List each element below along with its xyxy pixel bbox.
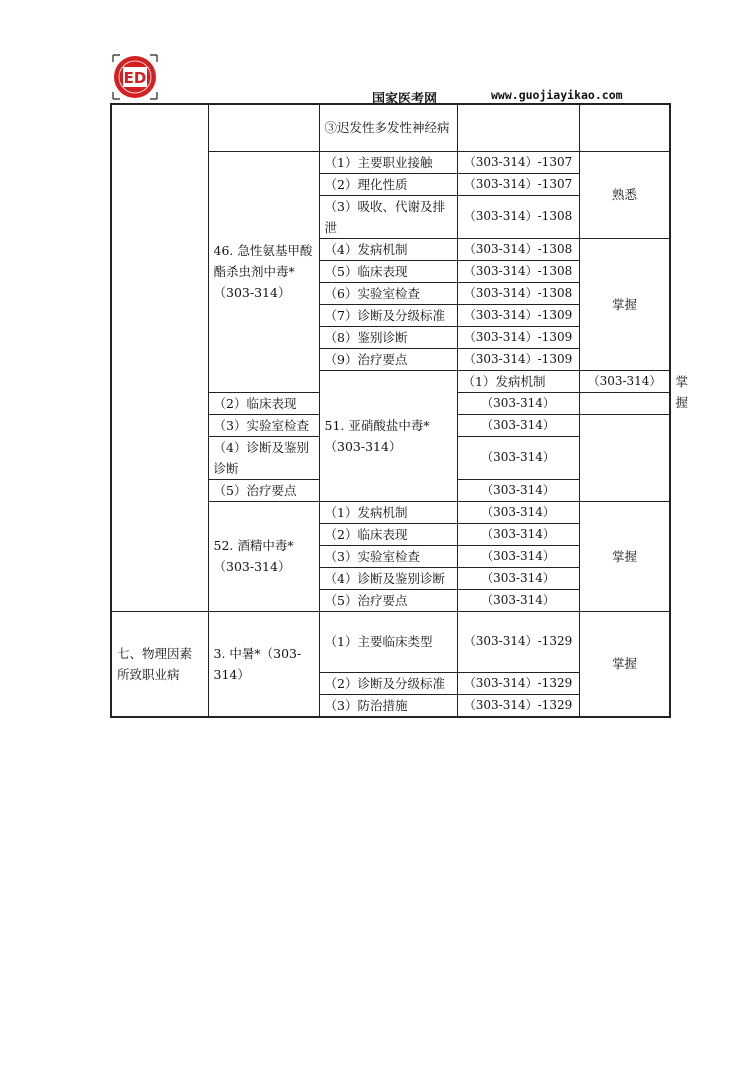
item-cell: （3）防治措施 — [319, 694, 457, 717]
item-cell: （2）临床表现 — [208, 392, 319, 414]
ref-cell: （303-314）-1307 — [457, 151, 579, 173]
ref-cell: （303-314） — [457, 589, 579, 611]
item-cell: （2）理化性质 — [319, 173, 457, 195]
item-cell: （7）诊断及分级标准 — [319, 304, 457, 326]
item-cell: （1）主要职业接触 — [319, 151, 457, 173]
ref-cell: （303-314）-1308 — [457, 282, 579, 304]
item-cell: （3）吸收、代谢及排泄 — [319, 195, 457, 238]
ref-cell: （303-314）-1307 — [457, 173, 579, 195]
level-cell: 熟悉 — [579, 151, 670, 238]
ref-cell: （303-314）-1329 — [457, 694, 579, 717]
item-cell: （9）治疗要点 — [319, 348, 457, 370]
level-cell — [579, 104, 670, 151]
logo-text: ED — [123, 69, 147, 87]
ref-cell: （303-314）-1329 — [457, 672, 579, 694]
site-name: 国家医考网 — [372, 92, 438, 107]
unit-cell — [111, 104, 208, 611]
item-cell: （4）发病机制 — [319, 238, 457, 260]
ref-cell: （303-314） — [457, 501, 579, 523]
ref-cell: （303-314）-1309 — [457, 304, 579, 326]
item-cell: （5）治疗要点 — [319, 589, 457, 611]
ref-cell: （303-314）-1308 — [457, 260, 579, 282]
level-cell — [579, 414, 670, 501]
level-cell: 掌握 — [579, 501, 670, 611]
table-row — [111, 611, 670, 672]
ref-cell: （303-314） — [457, 414, 579, 436]
ref-cell: （303-314） — [457, 479, 579, 501]
item-cell: （1）发病机制 — [319, 501, 457, 523]
item-cell: （3）实验室检查 — [208, 414, 319, 436]
item-cell: （8）鉴别诊断 — [319, 326, 457, 348]
topic-cell — [208, 104, 319, 151]
item-cell: （2）临床表现 — [319, 523, 457, 545]
level-cell: 掌握 — [579, 238, 670, 370]
level-cell: 掌握 — [579, 611, 670, 717]
topic-52: 52. 酒精中毒*（303-314） — [208, 501, 319, 611]
item-cell: （6）实验室检查 — [319, 282, 457, 304]
table-row — [111, 104, 670, 151]
ref-cell: （303-314）-1309 — [457, 326, 579, 348]
ref-cell: （303-314） — [457, 523, 579, 545]
item-cell: （5）治疗要点 — [208, 479, 319, 501]
ref-cell: （303-314） — [457, 567, 579, 589]
ref-cell: （303-314） — [457, 392, 579, 414]
ref-cell: （303-314） — [457, 436, 579, 479]
unit-7: 七、物理因素所致职业病 — [111, 611, 208, 717]
ref-cell — [457, 104, 579, 151]
syllabus-table — [110, 103, 689, 718]
topic-51: 51. 亚硝酸盐中毒*（303-314） — [319, 370, 457, 501]
site-url[interactable]: www.guojiayikao.com — [491, 88, 623, 102]
item-cell: （2）诊断及分级标准 — [319, 672, 457, 694]
item-cell: （1）发病机制 — [457, 370, 579, 392]
item-cell: （1）主要临床类型 — [319, 611, 457, 672]
ref-cell: （303-314） — [457, 545, 579, 567]
item-cell: ③迟发性多发性神经病 — [319, 104, 457, 151]
topic-46: 46. 急性氨基甲酸酯杀虫剂中毒*（303-314） — [208, 151, 319, 392]
item-cell: （4）诊断及鉴别诊断 — [319, 567, 457, 589]
ref-cell: （303-314）-1329 — [457, 611, 579, 672]
topic-3: 3. 中暑*（303-314） — [208, 611, 319, 717]
site-logo-icon — [110, 52, 160, 102]
table-row: 51. 亚硝酸盐中毒*（303-314） （1）发病机制 （303-314） 掌握 — [111, 370, 670, 392]
ref-cell: （303-314）-1308 — [457, 238, 579, 260]
item-cell: （4）诊断及鉴别诊断 — [208, 436, 319, 479]
item-cell: （3）实验室检查 — [319, 545, 457, 567]
ref-cell: （303-314） — [579, 370, 670, 392]
ref-cell: （303-314）-1308 — [457, 195, 579, 238]
ref-cell: （303-314）-1309 — [457, 348, 579, 370]
item-cell: （5）临床表现 — [319, 260, 457, 282]
